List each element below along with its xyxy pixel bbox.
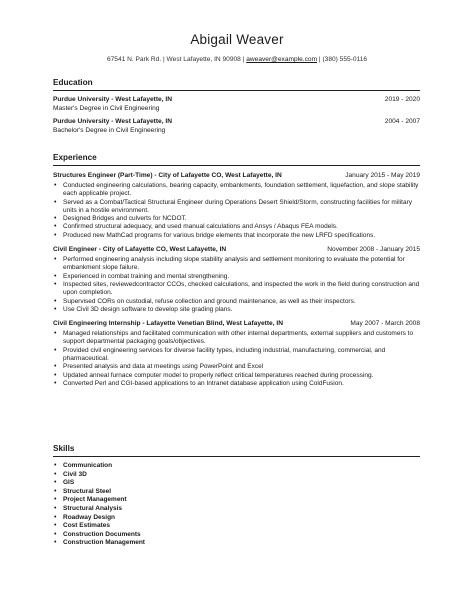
job-bullet: • Inspected sites, reviewedcontractor CCOs, checked calculations, and inspected the work in the field during construction and upon completion. [53, 281, 420, 298]
job-bullet: • Confirmed structural adequacy, and used manual calculations and Ansys / Abaqus FEA models. [53, 223, 420, 231]
skill-item: • Structural Steel [53, 488, 420, 497]
candidate-name: Abigail Weaver [190, 32, 284, 47]
contact-address-phone-prefix: 67541 N. Park Rd. | West Lafayette, IN 90908 | [106, 56, 245, 63]
education-section [53, 78, 420, 135]
skill-item: • Roadway Design [53, 514, 420, 523]
education-degree: Master's Degree in Civil Engineering [53, 105, 160, 112]
education-entry [53, 95, 420, 113]
skill-item: • Communication [53, 462, 420, 471]
job-entry [53, 245, 420, 314]
skill-item: • Structural Analysis [53, 505, 420, 514]
skill-item: • Cost Estimates [53, 522, 420, 531]
job-entry [53, 171, 420, 240]
job-heading: Civil Engineer - City of Lafayette CO, West Lafayette, IN [53, 246, 227, 254]
contact-phone: | (380) 555-0116 [318, 56, 368, 63]
job-bullet: • Served as a Combat/Tactical Structural Engineer during Operations Desert Shield/Storm, constructing facilities for military units in a hostile environment. [53, 199, 420, 216]
job-bullet: • Use Civil 3D design software to develop site grading plans. [53, 306, 420, 314]
job-bullet: • Experienced in combat training and mental strengthening. [53, 273, 420, 281]
education-dates: 2004 - 2007 [384, 118, 420, 125]
education-entry [53, 117, 420, 135]
education-school: Purdue University - West Lafayette, IN [53, 96, 172, 103]
job-heading: Civil Engineering Internship - Lafayette Venetian Blind, West Lafayette, IN [53, 320, 283, 328]
experience-section [53, 153, 420, 388]
education-degree: Bachelor's Degree in Civil Engineering [53, 127, 166, 134]
job-bullet: • Performed engineering analysis including slope stability analysis and settlement monitoring to evaluate the potential for embankment slope failure. [53, 256, 420, 273]
job-dates: May 2007 - March 2008 [350, 320, 420, 328]
skill-item: • Project Management [53, 496, 420, 505]
job-bullet: • Conducted engineering calculations, bearing capacity, embankments, foundation settlement, liquefaction, and slope stability each applicable project. [53, 182, 420, 199]
contact-line [0, 56, 474, 63]
skills-section [53, 444, 420, 548]
job-heading: Structures Engineer (Part-Time) - City of Lafayette CO, West Lafayette, IN [53, 172, 282, 179]
skills-title: Skills [53, 444, 420, 457]
education-dates: 2019 - 2020 [384, 96, 420, 103]
job-bullet: • Managed relationships and facilitated communication with other internal departments, external suppliers and customers to support departmental packaging goals/objectives. [53, 330, 420, 347]
education-school: Purdue University - West Lafayette, IN [53, 118, 172, 125]
job-dates: January 2015 - May 2019 [345, 172, 420, 179]
job-dates: November 2008 - January 2015 [327, 246, 420, 254]
skill-item: • Construction Documents [53, 531, 420, 540]
job-bullet: • Presented analysis and data at meetings using PowerPoint and Excel [53, 363, 420, 371]
contact-email-link[interactable]: aweaver@example.com [246, 56, 318, 63]
job-bullet: • Updated anneal furnace computer model to properly reflect critical temperatures reached during processing. [53, 372, 420, 380]
job-bullet: • Converted Perl and CGI-based applications to an Intranet database application using ColdFusion. [53, 380, 420, 388]
skill-item: • Construction Management [53, 539, 420, 548]
job-bullets [53, 330, 420, 388]
job-entry [53, 319, 420, 388]
job-bullet: • Produced new MathCad programs for various bridge elements that incorporate the new LRFD specifications. [53, 232, 420, 240]
skill-item: • Civil 3D [53, 471, 420, 480]
job-bullets [53, 256, 420, 314]
job-bullet: • Designed Bridges and culverts for NCDOT. [53, 215, 420, 223]
job-bullets [53, 182, 420, 240]
experience-title: Experience [53, 153, 420, 166]
skills-list [53, 462, 420, 548]
job-bullet: • Supervised CORs on custodial, refuse collection and ground maintenance, as well as their inspectors. [53, 298, 420, 306]
skill-item: • GIS [53, 479, 420, 488]
job-bullet: • Provided civil engineering services for diverse facility types, including industrial, manufacturing, commercial, and pharmaceutical. [53, 347, 420, 364]
education-title: Education [53, 78, 420, 91]
